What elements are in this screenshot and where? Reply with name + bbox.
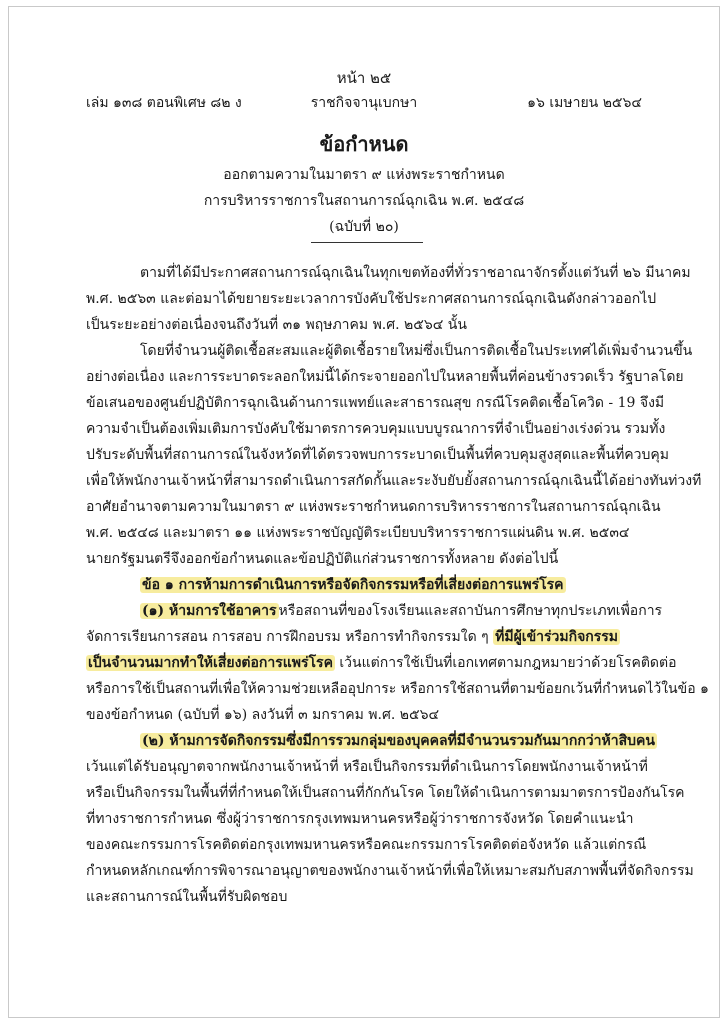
item-1-highlight-3: เป็นจำนวนมากทำให้เสี่ยงต่อการแพร่โรค — [88, 655, 333, 671]
preamble-paragraph-1: ตามที่ได้มีประกาศสถานการณ์ฉุกเฉินในทุกเขตท้องที่ทั่วราชอาณาจักรตั้งแต่วันที่ ๒๖ มีนาคม พ.ศ. ๒๕๖๓ และต่อมาได้ขยายระยะเวลาการบังคับใช้ประกาศสถานการณ์ฉุกเฉินดังกล่าวออกไป เป็นระยะอย่างต่อเนื่องจนถึงวันที่ ๓๑ พฤษภาคม พ.ศ. ๒๕๖๔ นั้น — [86, 265, 691, 333]
clause-1-item-2: (๒) ห้ามการจัดกิจกรรมซึ่งมีการรวมกลุ่มของบุคคลที่มีจำนวนรวมกันมากกว่าห้าสิบคน เว้นแต่ได้รับอนุญาตจากพนักงานเจ้าหน้าที่ หรือเป็นกิจกรรมที่ดำเนินการโดยพนักงานเจ้าหน้าที่ หรือเป็นกิจกรรมในพื้นที่ที่กำหนดให้เป็นสถานที่กักกันโรค โดยให้ดำเนินการตามมาตรการป้องกันโรค ที่ทางราชการกำหนด ซึ่งผู้ว่าราชการกรุงเทพมหานครหรือผู้ว่าราชการจังหวัด โดยคำแนะนำ ของคณะกรรมการโรคติดต่อกรุงเทพมหานครหรือคณะกรรมการโรคติดต่อจังหวัด แล้วแต่กรณี กำหนดหลักเกณฑ์การพิจารณาอนุญาตของพนักงานเจ้าหน้าที่เพื่อให้เหมาะสมกับสภาพพื้นที่จัดกิจกรรม และสถานการณ์ในพื้นที่รับผิดชอบ — [86, 733, 694, 905]
volume-label: เล่ม ๑๓๘ ตอนพิเศษ ๘๒ ง — [86, 95, 242, 111]
issue-date: ๑๖ เมษายน ๒๕๖๔ — [527, 95, 642, 111]
clause-1-title: ข้อ ๑ การห้ามการดำเนินการหรือจัดกิจกรรมหรือที่เสี่ยงต่อการแพร่โรค — [142, 577, 564, 593]
item-2-highlight: (๒) ห้ามการจัดกิจกรรมซึ่งมีการรวมกลุ่มของบุคคลที่มีจำนวนรวมกันมากกว่าห้าสิบคน — [142, 733, 655, 749]
item-1-highlight-2: ที่มีผู้เข้าร่วมกิจกรรม — [495, 629, 619, 645]
clause-1-item-1: (๑) ห้ามการใช้อาคาร หรือสถานที่ของโรงเรียนและสถาบันการศึกษาทุกประเภทเพื่อการ จัดการเรียนการสอน การสอบ การฝึกอบรม หรือการทำกิจกรรมใด ๆ ที่มีผู้เข้าร่วมกิจกรรม เป็นจำนวนมากทำให้เสี่ยงต่อการแพร่โรค เว้นแต่การใช้เป็นที่เอกเทศตามกฎหมายว่าด้วยโรคติดต่อ หรือการใช้เป็นสถานที่เพื่อให้ความช่วยเหลืออุปการะ หรือการใช้สถานที่ตามข้อยกเว้นที่กำหนดไว้ในข้อ ๑ ของข้อกำหนด (ฉบับที่ ๑๖) ลงวันที่ ๓ มกราคม พ.ศ. ๒๕๖๔ — [86, 603, 709, 723]
doc-edition: (ฉบับที่ ๒๐) — [329, 219, 399, 235]
doc-subtitle-1: ออกตามความในมาตรา ๙ แห่งพระราชกำหนด — [223, 167, 505, 183]
preamble-paragraph-2: โดยที่จำนวนผู้ติดเชื้อสะสมและผู้ติดเชื้อรายใหม่ซึ่งเป็นการติดเชื้อในประเทศได้เพิ่มจำนวนขึ้น อย่างต่อเนื่อง และการระบาดระลอกใหม่นี้ได้กระจายออกไปในหลายพื้นที่ค่อนข้างรวดเร็ว รัฐบาลโดย ข้อเสนอของศูนย์ปฏิบัติการฉุกเฉินด้านการแพทย์และสาธารณสุข กรณีโรคติดเชื้อโควิด - 19 จึงมี ความจำเป็นต้องเพิ่มเติมการบังคับใช้มาตรการควบคุมแบบบูรณาการที่จำเป็นอย่างเร่งด่วน รวมทั้ง ปรับระดับพื้นที่สถานการณ์ในจังหวัดที่ได้ตรวจพบการระบาดเป็นพื้นที่ควบคุมสูงสุดและพื้นที่ควบคุม เพื่อให้พนักงานเจ้าหน้าที่สามารถดำเนินการสกัดกั้นและระงับยับยั้งสถานการณ์ฉุกเฉินนี้ได้อย่างทันท่วงที อาศัยอำนาจตามความในมาตรา ๙ แห่งพระราชกำหนดการบริหารราชการในสถานการณ์ฉุกเฉิน พ.ศ. ๒๕๔๘ และมาตรา ๑๑ แห่งพระราชบัญญัติระเบียบบริหารราชการแผ่นดิน พ.ศ. ๒๕๓๔ นายกรัฐมนตรีจึงออกข้อกำหนดและข้อปฏิบัติแก่ส่วนราชการทั้งหลาย ดังต่อไปนี้ — [86, 343, 702, 567]
item-1-highlight: (๑) ห้ามการใช้อาคาร — [142, 603, 277, 619]
doc-title: ข้อกำหนด — [319, 132, 409, 156]
doc-subtitle-2: การบริหารราชการในสถานการณ์ฉุกเฉิน พ.ศ. ๒๕๔๘ — [203, 193, 525, 209]
gazette-name: ราชกิจจานุเบกษา — [310, 95, 418, 111]
gazette-header — [86, 92, 642, 114]
clause-1-heading — [86, 572, 646, 598]
title-divider — [311, 242, 423, 243]
page-number: หน้า ๒๕ — [336, 69, 392, 87]
